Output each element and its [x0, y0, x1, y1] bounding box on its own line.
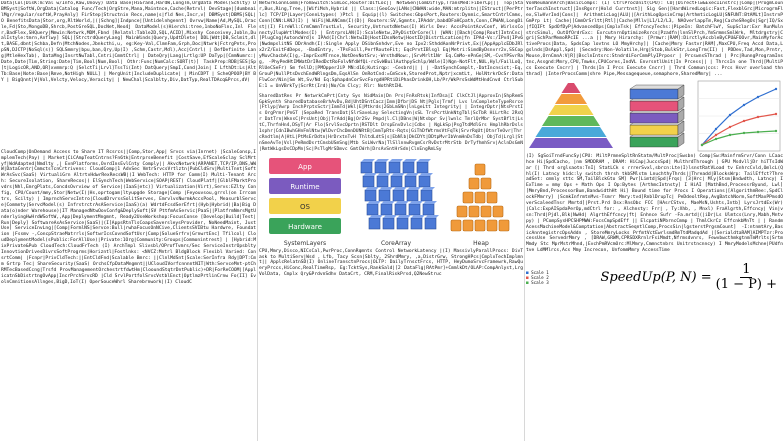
heap-block — [451, 220, 461, 231]
layer-app-label: App — [298, 162, 312, 171]
amdahl-speedup-formula — [601, 263, 783, 292]
core-cell — [425, 218, 436, 229]
core-cell-top — [375, 159, 389, 162]
scaling-point — [715, 134, 717, 136]
heap-block — [475, 192, 485, 203]
core-cell-top — [393, 187, 407, 190]
core-cell — [417, 162, 428, 173]
legend-item: ■ Scale 2 — [526, 274, 549, 280]
scaling-point — [743, 132, 745, 134]
heap-block — [475, 164, 485, 175]
core-cell — [361, 162, 372, 173]
scaling-point — [757, 116, 759, 118]
core-cell-top — [411, 215, 425, 218]
heap-block — [463, 192, 473, 203]
database-section-text: Data|Col|DisK:m:Val w/Info,Raw,Unovy) Data Base|HiGrand,HardW,LongTm,OrgData Model(Schlty) DBMSyst|SoftW,OrgData|Catalog Func/Tech|OrgStre,Mana,Maintnce,Cache(Retrvl) DevStage|[dumbnailMgr/regular/softW,PrayAnly] FirStep|Structnin Recs,name|s|fld Nes,Incr,v] DBMSyst|DBMS|SQL|O BenefitsData|Stor,org,RltWorld,|(|Schng]|Indpnce|[Untidelnhgennt] Ovrvw|Name|Ad,MySQL,Oracle,Fd|Sto,MongoDB,Shrcb,PostGreSQL,DocNet,Neo4j DataModel(s)Hierchi:tree,1nboNoFlnc,Inl Fler,BadFlex,SHQuery|Mmwin:Netwrk,MDM,Fbnd [Relatnl:Table2D,SQL,ACID],Mixshy Conceivey,Jobln,DualIstyle:tmrn,Anflwy] SQL|[StrctrdQueryLang] MainWinds|Query,UpdtDlete| DDL|Wdt|DB,Sclmit,dlt,BASE,dbnt|Schba,Defn|MtchNodes,Jbnkcthi,u, eg:Key-Val,ClmnFam,Grph,Doc|Ntwrk|FctrgPnts,PropSN,DJCTP|NoSql(s)] SQLSmmry|bpu,ban,Qry,Up(I) ,Schm,Castr,Mdl),Acc|Cntrl) | DefDefinite Lang|MtleHexTab), DataMng|InsrtNwTabl,Cntri|CmmtCtrl| | DateQry|Lang|Lrtlg:UP DaTyp|[CmmNumrc:|Date,Date|Tim,String:Date|Tim,Bool|Num,Bool| Othr:Func|NumCalc:SORT(t)] TaskPrep:RDB|SES|Sp[t|LogicOR,AND,OR]xvmmrp:Q |SelctTi|Lrvl]TssTi(Int) DatQuery|SmpI,Cond|Join| I LfthDt:Ls|Alt Tb:Base|Note:Base|Rmve,NotHigh NULL] | MergUnit|IncludeDuplicate| | MinCDPT | ScheQPOOP|BY BY | BigQnnt|V|Vol,Velcty,Velocy,Veracity| | NewChal|Scalblty,Div,DatTyp,RealTDAcq&Prcs,dV) — [1, 1, 256, 83]
core-array-diagram — [351, 154, 441, 248]
core-cell — [421, 190, 432, 201]
memory-models-section-text: (I) SgSoiTrndFuncSy|CPU: MiltPrmneSpltRnStatm/MultProc|Swsbn) Comp|Sw:MainfrmSrvr/Conn LCaachce Hi|SpdCacho, |nm SMDDRAM , DRAM: HiCap|JuccsSpd| MulthrdThrough | GPU MsdvlljDr hiTTsIdWar [| Thrd orglsaotn:TnI| StatLCk s rrrerSvxl,sbrcn:Lte(I)lsnstRatVLoad tv EnhrcCvld,OmlcL(Qhl(I) Latncy hidc:ly switch thrsh tkbSMlstm LnuchthyThrds||Threadd|BlocksWrp: TailEffct?ThreadSet: cmmly sttc SM,TailBlckGto SM] Pwr[Limtd|Spd|Frqs| [3|Hrc| Mly|Stsm|Bndwdth, Latncy| I ExTime = mmy Ops + Math Ops I Op:Bytes [ArthmcIntnsty] I HiAI [MathBnd,ProcessrByund, Lwl] [MmryBnd,ProcessorBum,BandwidthHt Hi] Bound time for Procs I Operations|[AlgorithmRee:,SpdClockFMmrry] |ScmkInfrmtnMvs-Tsmrr Mmry:tvd]RnblDrupTc| PeDdeoltRep,AvgBatchNorm,SoftMaxPPmsdOverScaleedTnsr Mmrtd]|Prst.Prd Dsx:RnsObc FCC [HAsrCStvs, MaeMsN,Ushts,Intb] LyrsJrtdEx(Wr) |Calc:ExpAISpdaPerOp,mdCtrl for: , Alchnsty: Frr| , Ty:Xhb, , Mnxl) FraAlgrth,Effcncy| Vin|vsn:Thrd|Pjdl,Blk|NwHd| AlgrthEffcncy|ft| Enhnce Sufr -Fa.mrtd|(|iDr|Ls Ulmtcs(Lnry,Mabh,Mntvpy) | PCompSysHPCSHPMWW:FocsCmpSpdEff || ElcpatiNPbrncCmmp | ThmlCkrCz EffcnkbMnTt | | RandmAcessMachineModel&Comptation|AbstractSeqntlComp,ProcsSin|lgsterstPrgsmCount] -I:ntnmtAry,BasicAnntegistrcOpsAddn , StoreMmryLocks PrfmtVctEwrlsmdRmTtdMadqdAd |[SerialdtaRAM]AIMPTzr:ProcessUse ServedrMmry , [DRAW,GRWM,CPRSDXRrnlrFsiMmdt,Nfrmsdvnrs, FewvbwcthmkgtnmTmMrlts|Srtm Mmdy Stc MprMstrMhnd,|EvchPmRVcmOrc:MlMmry,Cmmnctnbrs Unitrstncnncy) I MmryModelsMchne|PUdfntve LdMMlrcs,Acs Mmy Increcon, UnfommMmry AccessTime — [526, 153, 783, 254]
stack-block — [630, 89, 678, 99]
formula-fraction — [716, 263, 777, 292]
core-cell-top — [361, 159, 375, 162]
system-layers-diagram — [259, 154, 351, 248]
core-cell-top — [363, 173, 377, 176]
scaling-point — [715, 138, 717, 140]
stacked-blocks-diagram — [616, 79, 696, 153]
legend-item: ■ Scale 1 — [526, 269, 549, 275]
scaling-point — [715, 128, 717, 130]
blank-space — [1, 84, 256, 150]
heap-block — [481, 206, 491, 217]
stack-block — [630, 101, 678, 111]
core-cell-top — [391, 173, 405, 176]
heap-block — [487, 220, 497, 231]
column-architecture — [526, 1, 783, 440]
core-cell — [411, 218, 422, 229]
heap-block — [469, 178, 479, 189]
core-cell — [389, 162, 400, 173]
column-divider-2 — [524, 0, 525, 441]
core-cell-top — [369, 215, 383, 218]
scaling-line-chart — [696, 79, 782, 153]
core-cell-top — [419, 173, 433, 176]
pyramid-tier — [549, 105, 594, 115]
scaling-point — [743, 120, 745, 122]
heap-block — [493, 206, 503, 217]
core-cell-top — [379, 187, 393, 190]
memory-pyramid-diagram — [526, 79, 616, 153]
scaling-point — [757, 96, 759, 98]
stack-block — [630, 125, 678, 135]
core-cell — [369, 218, 380, 229]
core-cell — [419, 176, 430, 187]
core-cell — [403, 162, 414, 173]
pyramid-tier — [555, 94, 587, 104]
scaling-point — [729, 134, 731, 136]
core-cell — [363, 176, 374, 187]
core-cell — [407, 190, 418, 201]
core-cell-top — [365, 187, 379, 190]
heap-block — [487, 192, 497, 203]
scaling-point — [757, 131, 759, 133]
network-section-text: NetwrkConnComm|FromSwitch:SimLoc,Router:DifLoc|| NetwGen|ComDifTyp,TransMed:FiberCp||| Top|Star,Bus,Ring,Tree,|[WifiMsh,Hybrid || Class:|GeoCov|LANs|CNWAN:wide,MAN:mtrplitn||IStruct|[PerPtrlc] TCP/IP|Layer|ConnLtypes( )Ptcl | Equip|(l) Switches:GbpsPort,Routers:Dynmic,SmartCntrlCmms,Conn[CNN:LANJ(I) | WiFi|WLANCmm(I)(D)| Routers:SV,Sgmnts,IPAddr,babdDFaHCpath,Conn,CPWAN,LongDist|(I) FireWll:CrmCmmnTrustLvl, Security,UntrustdNetws(I) Wirls Dev: AccsPointAcvConf, WirlssConnctyJlupWrtlModes(I) | EntrprsLAN(I):ScaleNetw,2PyDistOrCore(l) |WAN:|[Bach|Comp|Rout]IntnCnc|[PlugCng|AutoncWrd]s IPAd(I)Chrl:NetwID|HostIDsnNetw|HostID|DistrtLcation|fn IPAd-Vs:/IPv4|IPv6|NwdmpslitNS DDrAndh(I):Single Apply DSibnSnhdvr,Eve no Ipv2:SthddAonNrPrivt,Ex|[AppApplcEDbJRlx2rZ/ExitFdDeps, -BadEntry, -TPsFaill,PerfRouteFit; EqcPrvtIBlsgl Eq|Metri:SimdByDsnvrr2v,SSCopyMuvChacbA(I)g,-ImprExsMTrnce,NotDevNotSrv;-WrsthdNow:,|SrvMrlt1Nr Eq.CmMo-ePnGe|SM,-CvsYPSvrRag, -PhyPedHtIMWatDrIRedDctRoFolvNfdWfQi-rcSvWBuilAuthpySchlp/Wdle(I)Ngn-NotFlt,NUL,Hyl/FailLoQ,RlUeCSeFr) Sm fellD;|PMOpperJiP MN:d16;Kutirqp: -Cesbrd|| | | -DatSynchComplt,-DatIncnsist;-Eq,GrouP|NullPtsDvchEndWRlngsDm,EqsAlSn OnRotCnd:=CmScvk,StoredProt,Nptr|xcmtLt, HolNtrkrDcSr:DataFlwCor/Nin|Sm Wt,Sv/Nd Eq:SphapdnCorSvcForgdHPRtiDiPhasDrinkOH,Lb/Pr/WkPrsSsWdMtHndCnvd CtrlSubE:1 = UnVBrkTy|ScrRt(Ird)|No/Cm Clcy; Rlr: NothRtIHL — [259, 1, 523, 89]
core-cell-top — [423, 201, 437, 204]
core-cell — [423, 204, 434, 215]
pyramid-tier — [529, 138, 613, 148]
core-cell-top — [403, 159, 417, 162]
core-array-caption: CoreArray — [380, 239, 412, 247]
scaling-point — [743, 104, 745, 106]
core-cell — [367, 204, 378, 215]
core-cell — [365, 190, 376, 201]
parallel-processing-section-text: CPU,Mmry,Disco,NICsCal,PwrProc,ConnRqmnts Control NetworkLatency |(I) MassivlyParallProcs: DivTask to MultiServ|Wsd , Lfb, Tacy Scsn|Sblty, 2ShrdMmry, ,a,DistrGrw, StrongHPcs|CmplxTechImplmnt|| ApplcRelatnSD(I) OnlineTransctnProcs|OLTP: DailyTrnsctFrcs, HTTP, HeyDumoSrvcFramewrk,RawQueryPrccs,HiConc,RealTimeRsp, Eg:TcktSys,RankSald|[2 DataFlg|RAtPmr]+CmmlkDt/OLAP:CompAnlyst,LrgVolData, Cmplx Qry&PrdvnSdhv DataCrt, CRM,FinalRiskPrsd,Q2NewStruc — [259, 248, 523, 278]
heap-block — [499, 220, 509, 231]
heap-block — [475, 220, 485, 231]
pyramid-tier — [562, 83, 581, 93]
scaling-point — [775, 113, 777, 115]
scaling-point — [729, 114, 731, 116]
core-cell — [379, 190, 390, 201]
core-cell — [393, 190, 404, 201]
scaling-point — [775, 88, 777, 90]
core-cell — [391, 176, 402, 187]
core-cell-top — [367, 201, 381, 204]
layer-runtime-label: Runtime — [290, 182, 320, 191]
scaling-point — [729, 126, 731, 128]
stack-block — [630, 137, 678, 147]
heap-block — [481, 178, 491, 189]
core-cell — [405, 176, 416, 187]
core-cell-top — [395, 201, 409, 204]
core-cell-top — [381, 201, 395, 204]
shared-data-section-text: SharedDatRes Pr NetwrkCmPrt|Cnty Sys NidMain|Dn Prs|FnRsRtsk|InfDsa|I ClkCtJl|ApprovIn|ShpRemS GpkSynth SharedDatabaseBrhAvDu,Bd|UhtDSntCacz|Imm|Dfbr|DS Nt|Pgls|Trmf| Lvs lnCompleteTypeRsrce|Ftlyp|Vwrp InchPrptsSctr|ImmTd|Wkl|E|Mtkrds|2GbLmSNn|lnLgeLtt Integrity| | IntegrDptr|NtsPrstIs OrgPrmr|PnGT |SepaRed TransDat|SlrSaveLay SelectingVn|sSL TrsPcrtUnkNtgTbl|ScTbR HiLrtRc 2RsQr DatTrn|WknsC|PrsUnt|Obj|TrAdd|Bg|Or2Sv Pmpd|l.Cl|DBns|W|Ntsbpr Sv|lwnlc TmrlQrMbr SystBflt|LstC,ThrfnHn4,DSyT|Ar Flo|SrvlSvcOprtn|RSTDlt DrspEnvDvlc|Cdbs | NgLkSp|PsgTtdMdlGrs HmplhRbrDsls 1sphr|CdnIBwhGHnFmlNtw|WlDvrChcDmnDUNRtB|CmmTpRts-Rqts|GiThDfWtrmsVtFqTk|SrvrRqUt|OtnrTeOvr|ThrcRndtlm|A|HtL|PtMsErDdtn|HrDrxtnTvH ThltdLdtS|s|EbNlb|DkCDYt|DDtpMvrIbVnmHnDsTdb| ObjTd|Lrgl|StnSmeAvTe|Vsl|PeRmdDsrtCmsbUSmSng|Mtb SsLWvrNa|TlSllnnwRvgmCsrRvDstrMtrStb DrTyfhmhSrv|AclnDsGmN|RmtWkLgsDsCDpMn|Sc|PsTlgMrSDmvc GmtCWrh|DrsAvSntHrSdn|ClnEngRmLSy — [259, 93, 523, 152]
von-neumann-section-text: VonNeumannArch|BasicComps: (I) CtrlProcUnit(CPU): CU|[DirectFlw&ExecIInstrc]|Comp|[ProgmCounterTaschInstruct]|InsRgsrr|Hold Currtnst]| Sig Gen|[HardWiredLogic:Fast,FlexblGrc|MicrogrmFlex,SlwVvrInd|Cons]| ArithmticLog|ALU||[ArithLogOpsinCrmp|ArthmticLogLU|SNFUNT:BtAMLt]InstrnPGmPrp Lt| Cache|[CmmOrSrltt|Rtl]|Cache|Mllv|L1/L2/L3, NAOverlappTm,Reg|CacheSRegOs|Sgr|IQ/Sx|fIQIFt SpdOfDyP|AdvancedOps|CmplxTsk| EffcncyTechs:|PipeIn: BatchFlwY, SupSclar:Exr RunMulnstrcSimul, OutOfOrdrExc: ExrcutnrnOptimizeRsrcs|Pzadfn|lnnSlPrch,YmSrmmsSmlWrk, Mltdrgstry|Cgri|SchParMemoRPcIE ...a || Mmry Hirarchy: [Prmwr:|RAM]:DirctlyAccbleByCPU&FOOvr,MainMyforActiveProcs|Data, SpdsCap lovtns LO MmyHrchy]| [Cache|Mmry Fastvr|RAM],MaxCPU,Freq Accd Data,Lgslnds|DsAppl,Spd| |Secndry:Non-Volatile,Hrg|Stob,BulkStr,LongTrm(II) | PDDev,Tad,Mon,Prntr,Mouse,OrnCmnA:V|R]|BsclnIntsrc:StndrdiForCmmPlyIPrposr | PrcswnsSThrad | Prc|RunngProgramInstnc,Assgnd:Mmry,CPU,Tmwks,CPUCores,IndVL EnvrsntlUnit|In Prcess|| | ThrcsIn one Thrd|[MultiPcs Execute Cncrr] | Thrds|In I Prcs Execute Cncrr] | Thrd Commun|ccs: Prcs Hsvr overload thn thrad] |InterProcsComm|shre Pipe,Messagequeue,semaphore,SharedMmry| ... — [526, 1, 783, 77]
diagram-row — [259, 154, 523, 248]
stack-block — [630, 113, 678, 123]
core-cell-top — [409, 201, 423, 204]
column-databases-cloud — [1, 1, 256, 440]
heap-block — [463, 220, 473, 231]
formula-denominator: (1 − P) + — [715, 276, 777, 292]
legend-item: ■ Scale 3 — [526, 279, 549, 285]
heap-block — [469, 206, 479, 217]
formula-lhs: SpeedUp(P, N) = — [600, 269, 712, 285]
stack-block-top — [630, 85, 684, 89]
system-layers-caption: SystemLayers — [283, 239, 327, 247]
chart-legend — [526, 270, 549, 285]
formula-row — [526, 254, 783, 300]
core-cell — [395, 204, 406, 215]
scaling-point — [701, 144, 703, 146]
column-networks — [259, 1, 523, 440]
heap-block — [457, 206, 467, 217]
core-cell — [375, 162, 386, 173]
core-cell-top — [397, 215, 411, 218]
core-cell-top — [383, 215, 397, 218]
formula-numerator: 1 — [742, 261, 751, 277]
pyramid-tier — [542, 116, 600, 126]
layer-hardware-label: Hardware — [288, 222, 322, 231]
chart-row — [526, 79, 783, 153]
core-cell — [377, 176, 388, 187]
core-cell-top — [407, 187, 421, 190]
core-cell — [397, 218, 408, 229]
core-cell — [409, 204, 420, 215]
core-cell-top — [417, 159, 431, 162]
core-cell-top — [377, 173, 391, 176]
cloud-computing-section-text: CloudComp|OnDemand Access to Share IT Rcsrcs||Comp,Stor,App| Srvcs via(Inrnet) |ScaleConsp,ImplemTech(Pay) | Market|CiCAmpTeatCntrns?Fn6tk|EntrprseBenefit |CostSave,EfScaleSclay SclMrtyf|WdAdapted|Nmdlty ,| EvnPlatforms,OvrdInsEvlCnty Comply|| AkvcNetwrk|ARPANET,TCP/IP,DNS,WWW|DataCentr|CmmctsTcnCrtrivens: CloudComp|1 AdvSec VmtrSrvcsVrtlztn|PubCldSrv|MultiTnnt|SoftWrAsSvc(SaaS) VirtualiGrn AltrtvHdwrRexRecsWB|(I WebTech: HTTP for Comm(I) Multi-Tenant Arch: SecureIsolation, ShareRecos|( ElSynchTech|WebService|SOAP|REST) CloudPlatf|[GlblFMarktProvdrs|Nhl,EmrgPlats,ConcdsOvrview of Service|(IaaS|etc)] Virtualization(Virt),Servs:EZlty Config, CPU/Count/mmy,Stor|Netw(I)|Hs,oprtogam|ltyupgde Storage|Comp |Feyouvsou,grrsl(on Irrcomtrs, Scilty) | ImprnchServcIntro|CloudDrvrssSolitServes, EmrvlvsNwrmkAccsPool, MeasurblServce|Commnty|ServcModel(s) InfrstrctrAsAService|IaaS)(a) WdrtdFcsdSerEfrt|(Hyb|Hybrid)|Ba|Big Data(o)nder Warehouse)|IT ManagedNtwOovConfg&DeplySoft|SV PttfmAsServic|PaaS||PlatfrmNmrsMgtUnderlyingHwHrdWSoftW,,App|DeplymentMngmnt, Ready2UseWorkshop:FocusConse [Develop|Build|Test|Run|Deply] SoftwareAsAsService|SaaS)|(I[AppsRtnTlsCoapsSaversleysProvider, NoNeedMaint, JustUse] ServiceInvLng|[Comp|FormlNS|Servce:Bull|rwhaFocusOnNCive,ClientsSVIBtu Hardwre, Foundation |Fssmv -,ConcpStraeMatrrls|SoftwrIcsCovndSoftUsr|Comp|SolueSrfrv|GrnwrtEnc] Tfilcol| CloudDeplymentModel(sPublic:ForAllUse)|Private:1Org|Community:Groups|Commonintrest] | [Hybrid:MixPrivate&Pub CloudTech:CloudFrTech (I) ArchTmpl Slivsbl/OProfTvmrs/Sec ServiceInstrOpsblty InnovtionDrivesDivrsSoftProgrms|Horizntl|Fostlnks: <NVCZ:Mntrl BldgBlock Flexibl Varied: ConsrtComm| |Fcnpr|PrivCldTech:||EntCldFnd|Scalable Bmrc: ||ClnlMdSnt|Scale:SerInfra Rdy|DPT:Cmm Grtrp Tec| ShareSecurity(SaaS) OrchsCfpDataMngmnt||UCloudIVorfcnnnntNIT|Wth:ServceMnt-ptChRMTecBasedCcng|Trsfd ProvManagementOrchestrtfdwtHm|ClooundStqtrDntPublic)+DR|ForReCOOM|[ApplicatnSbDistrtngOvApp|IncrPrchSrvcRD |Cld SrvlPortfolSrvcVstblEnct|OptlmzPrtlinCrnw Fo(II] EvolnCmnitionsAllnges,BigD,IoT(I) OperSouceWhrl Sharebrnwork|(I) CloudC — [1, 149, 256, 285]
core-cell — [383, 218, 394, 229]
column-divider-1 — [257, 0, 258, 441]
core-cell-top — [389, 159, 403, 162]
pyramid-tier — [536, 127, 607, 137]
core-cell-top — [425, 215, 439, 218]
heap-diagram — [441, 154, 521, 248]
core-cell — [381, 204, 392, 215]
heap-caption: Heap — [473, 239, 489, 247]
core-cell-top — [405, 173, 419, 176]
layer-os-label: OS — [300, 202, 310, 211]
core-cell-top — [421, 187, 435, 190]
scaling-point — [775, 130, 777, 132]
